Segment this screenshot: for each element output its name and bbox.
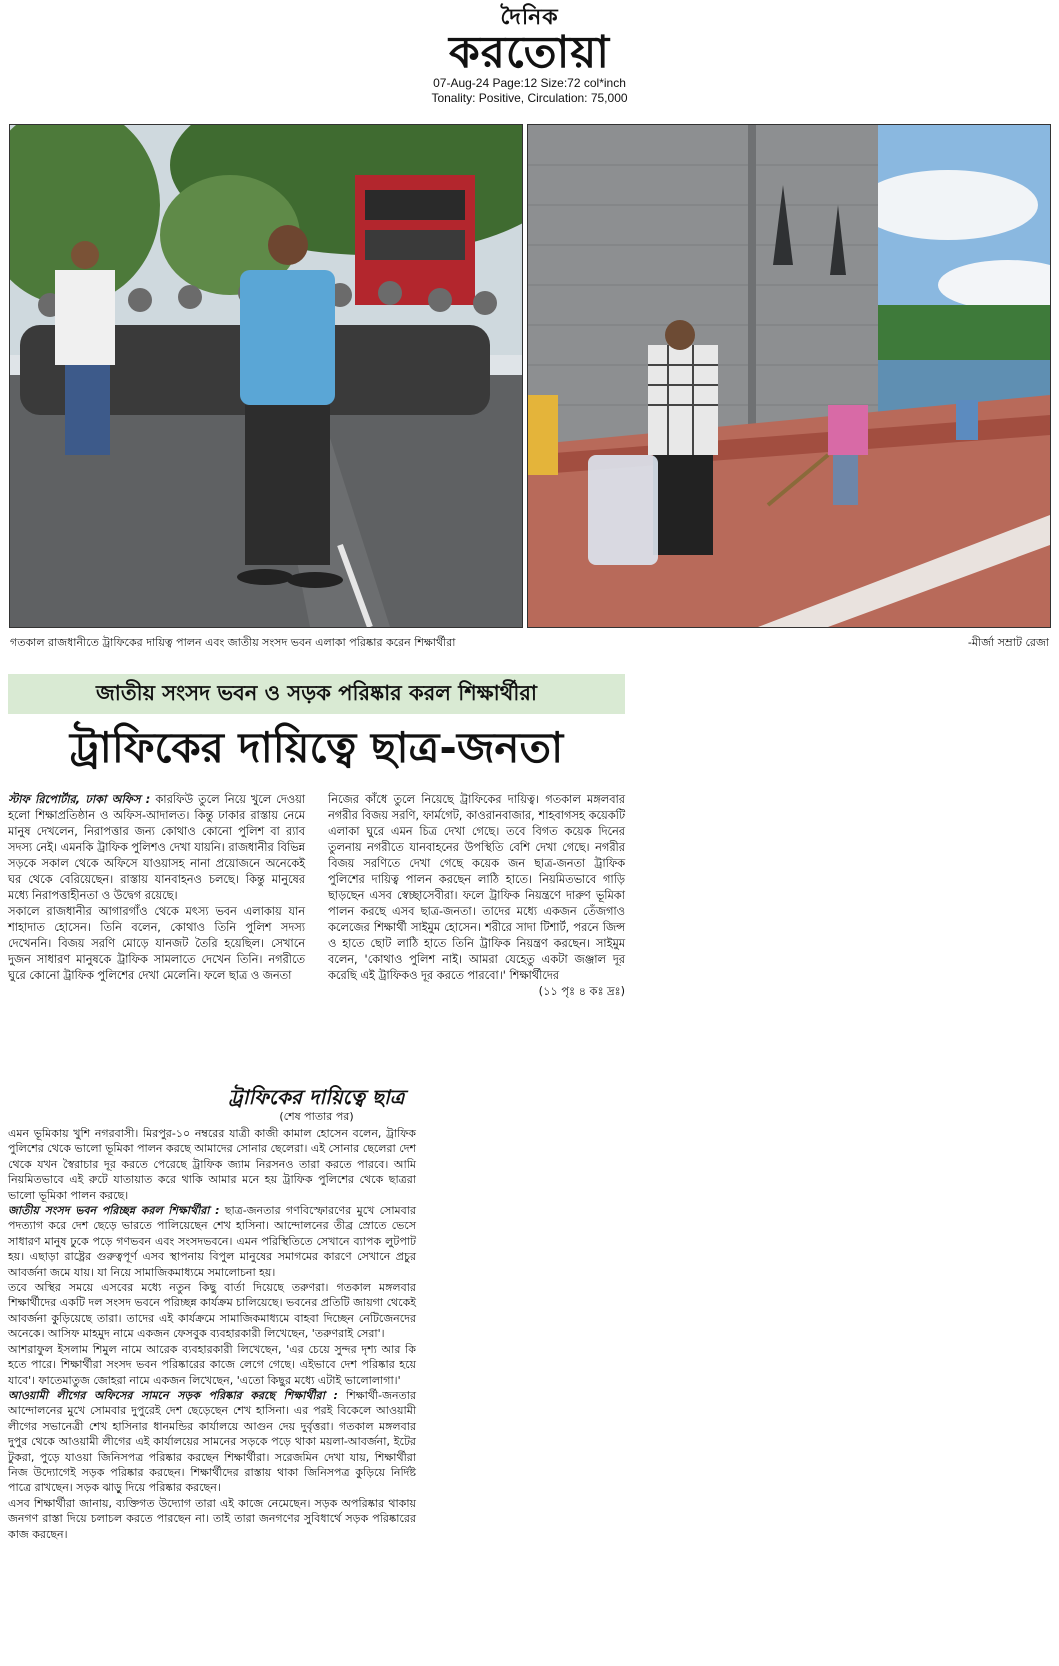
traffic-photo-illustration [10, 125, 522, 627]
article-column-2 [328, 792, 625, 1000]
continuation-text: ছাত্র-জনতার গণবিস্ফোরণের মুখে সোমবার পদত্যাগ করে দেশ ছেড়ে ভারতে পালিয়েছেন শেখ হাসিনা। আন্দোলনের তীব্র স্রোতে ভেসে সাধারণ মানুষ ঢুকে পড়ে গণভবন এবং সংসদভবনে। এমন পরিস্থিতিতে সেখানে ব্যাপক লুটপাট হয়। এছাড়া রাষ্ট্রের গুরুত্বপূর্ণ এসব স্থাপনায় বিপুল মানুষের সমাগমের কারণে সেখানে প্রচুর আবর্জনা জমে যায়। যা নিয়ে সামাজিকমাধ্যমে সমালোচনা হয়। [8, 1204, 417, 1279]
masthead-name-top: দৈনিক [500, 5, 559, 30]
article-paragraph [8, 792, 305, 904]
continuation-text: শিক্ষার্থী-জনতার আন্দোলনের মুখে সোমবার দুপুরেই দেশ ছেড়েছেন শেখ হাসিনা। এর পরই বিকেলে আওয়ামী লীগের সভানেত্রী শেখ হাসিনার ধানমন্ডির কার্যালয়ে আগুন দেয় দুর্বৃত্তরা। গতকাল মঙ্গলবার দুপুর থেকে আওয়ামী লীগের এই কার্যালয়ের সামনের সড়কে পড়ে থাকা ময়লা-আবর্জনা, ইটের টুকরা, পুড়ে যাওয়া জিনিসপত্র পরিষ্কার করছেন শিক্ষার্থীরা। সরেজমিন দেখা যায়, শিক্ষার্থীরা নিজ উদ্যোগেই সড়ক পরিষ্কার করছেন। শিক্ষার্থীদের রাস্তায় থাকা জিনিসপত্র কুড়িয়ে নির্দিষ্ট পাত্রে রাখছেন। সড়ক ঝাড়ু দিয়ে পরিষ্কার করছেন। [8, 1388, 417, 1495]
article-kicker: জাতীয় সংসদ ভবন ও সড়ক পরিষ্কার করল শিক্ষার্থীরা [95, 680, 538, 705]
photo-caption: গতকাল রাজধানীতে ট্রাফিকের দায়িত্ব পালন এবং জাতীয় সংসদ ভবন এলাকা পরিষ্কার করেন শিক্ষার্থীরা [10, 636, 456, 649]
article-paragraph: সকালে রাজধানীর আগারগাঁও থেকে মৎস্য ভবন এলাকায় যান শাহাদাত হোসেন। তিনি বলেন, কোথাও তিনি পুলিশ সদস্য দেখেননি। বিজয় সরণি মোড়ে যানজট তৈরি হয়েছিল। সেখানে দুজন সাধারণ মানুষকে ট্রাফিক সামলাতে দেখেন তিনি। নগরীতে ঘুরে কোনো ট্রাফিক পুলিশের দেখা মেলেনি। ফলে ছাত্র ও জনতা [8, 905, 305, 982]
continuation-subtitle: (শেষ পাতার পর) [279, 1110, 354, 1123]
clipping-meta-tonality: Tonality: Positive, Circulation: 75,000 [431, 91, 628, 105]
continuation-title: ট্রাফিকের দায়িত্বে ছাত্র [228, 1085, 405, 1109]
continuation-body [8, 1126, 416, 1542]
continuation-paragraph: তবে অস্থির সময়ে এসবের মধ্যে নতুন কিছু বার্তা দিয়েছে তরুণরা। গতকাল মঙ্গলবার শিক্ষার্থীদের একটি দল সংসদ ভবনে পরিচ্ছন্ন কার্যক্রম চালিয়েছে। ভবনের প্রতিটি জায়গা থেকেই আবর্জনা কুড়িয়েছে তারা। তাদের এই কার্যক্রমে সামাজিকমাধ্যমে বাহবা দিচ্ছেন নেটিজেনদের অনেকে। আসিফ মাহমুদ নামে একজন ফেসবুক ব্যবহারকারী লিখেছেন, 'তরুণরাই সেরা'। [8, 1281, 416, 1341]
kicker-box [8, 674, 625, 714]
masthead [0, 6, 1059, 106]
photo-parliament-cleaning [527, 124, 1051, 628]
continuation-paragraph: এমন ভূমিকায় খুশি নগরবাসী। মিরপুর-১০ নম্বরের যাত্রী কাজী কামাল হোসেন বলেন, ট্রাফিক পুলিশের থেকে ভালো ভূমিকা পালন করছে আমাদের সোনার ছেলেরা। এই সোনার ছেলেরা দেশ থেকে যখন স্বৈরাচার দূর করতে পেরেছে ট্রাফিক জ্যাম নিরসনও তারা করতে পারবে। আমি নিয়মিতভাবে এই রুটে যাতায়াত করে থাকি আমার মনে হয় ট্রাফিক পুলিশের থেকে ছাত্ররা ভালো ভূমিকা পালন করছে। [8, 1127, 416, 1202]
article-text: কারফিউ তুলে নিয়ে খুলে দেওয়া হলো শিক্ষাপ্রতিষ্ঠান ও অফিস-আদালত। কিন্তু ঢাকার রাস্তায় নেমে মানুষ দেখলেন, নিরাপত্তার জন্য কোথাও কোনো পুলিশ বা র‍্যাব সদস্য নেই। এমনকি ট্রাফিক পুলিশও দেখা যায়নি। রাজধানীর বিভিন্ন সড়কে সকাল থেকে অফিসে যাওয়াসহ নানা প্রয়োজনে অনেকেই ঘর থেকে বেরিয়েছেন। রাস্তায় যানবাহনও চলছে। কিন্তু মানুষের মধ্যে নিরাপত্তাহীনতা ও উদ্বেগ রয়েছে। [8, 793, 306, 902]
subhead-parliament: জাতীয় সংসদ ভবন পরিচ্ছন্ন করল শিক্ষার্থীরা : [8, 1204, 220, 1218]
continuation-paragraph [8, 1388, 416, 1496]
clipping-meta-date-page: 07-Aug-24 Page:12 Size:72 col*inch [433, 76, 626, 90]
parliament-photo-illustration [528, 125, 1050, 627]
article-column-1 [8, 792, 305, 984]
photo-students-traffic [9, 124, 523, 628]
article-headline: ট্রাফিকের দায়িত্বে ছাত্র-জনতা [69, 723, 564, 772]
continuation-paragraph: এসব শিক্ষার্থীরা জানায়, ব্যক্তিগত উদ্যোগ তারা এই কাজে নেমেছেন। সড়ক অপরিষ্কার থাকায় জনগণ রাস্তা দিয়ে চলাচল করতে পারছেন না। তাই তারা জনগণের সুবিধার্থে সড়ক পরিষ্কারের কাজ করছেন। [8, 1496, 416, 1541]
article-byline: স্টাফ রিপোর্টার, ঢাকা অফিস : [8, 793, 151, 806]
jump-reference: (১১ পৃঃ ৪ কঃ দ্রঃ) [538, 985, 625, 998]
photo-credit: -মীর্জা সম্রাট রেজা [967, 636, 1049, 649]
article-paragraph: নিজের কাঁধে তুলে নিয়েছে ট্রাফিকের দায়িত্ব। গতকাল মঙ্গলবার নগরীর বিজয় সরণি, ফার্মগেট, কাওরানবাজার, শাহবাগসহ কয়েকটি এলাকা ঘুরে এমন চিত্র দেখা গেছে। তবে বিগত কয়েক দিনের তুলনায় নগরীতে যানবাহনের উপস্থিতি বেশি দেখা গেছে। নগরীর বিজয় সরণিতে দেখা গেছে কয়েক জন ছাত্র-জনতা ট্রাফিক পুলিশের দায়িত্ব পালন করছেন লাঠি হাতে। নিয়মিতভাবে গাড়ি ছাড়ছেন এসব স্বেচ্ছাসেবীরা। ফলে ট্রাফিক নিয়ন্ত্রণে দারুণ ভূমিকা পালন করছে এসব ছাত্র-জনতা। তাদের মধ্যে একজন তেঁজগাও কলেজের শিক্ষার্থী সাইমুম হোসেন। শরীরে সাদা টিশার্ট, পরনে জিন্স ও হাতে ছোট লাঠি হাতে তিনি ট্রাফিক নিয়ন্ত্রণ করছেন। সাইমুম বলেন, 'কোথাও পুলিশ নাই। আমরা যেহেতু একটা জঞ্জাল দূর করেছি এই ট্রাফিকও দূর করতে পারবো।' শিক্ষার্থীদের [328, 793, 625, 982]
continuation-paragraph: আশরাফুল ইসলাম শিমুল নামে আরেক ব্যবহারকারী লিখেছেন, 'এর চেয়ে সুন্দর দৃশ্য আর কি হতে পারে। শিক্ষার্থীরা সংসদ ভবন পরিষ্কারের কাজে লেগে গেছে। এইভাবে দেশ পরিষ্কার হয়ে যাবে'। ফাতেমাতুজ জোহরা নামে একজন লিখেছেন, 'এতো কিছুর মধ্যে এটাই ভালোলাগা।' [8, 1342, 416, 1387]
subhead-awami-office: আওয়ামী লীগের অফিসের সামনে সড়ক পরিষ্কার করছে শিক্ষার্থীরা : [8, 1388, 338, 1402]
masthead-name-main: করতোয়া [448, 27, 611, 78]
continuation-paragraph [8, 1203, 416, 1280]
